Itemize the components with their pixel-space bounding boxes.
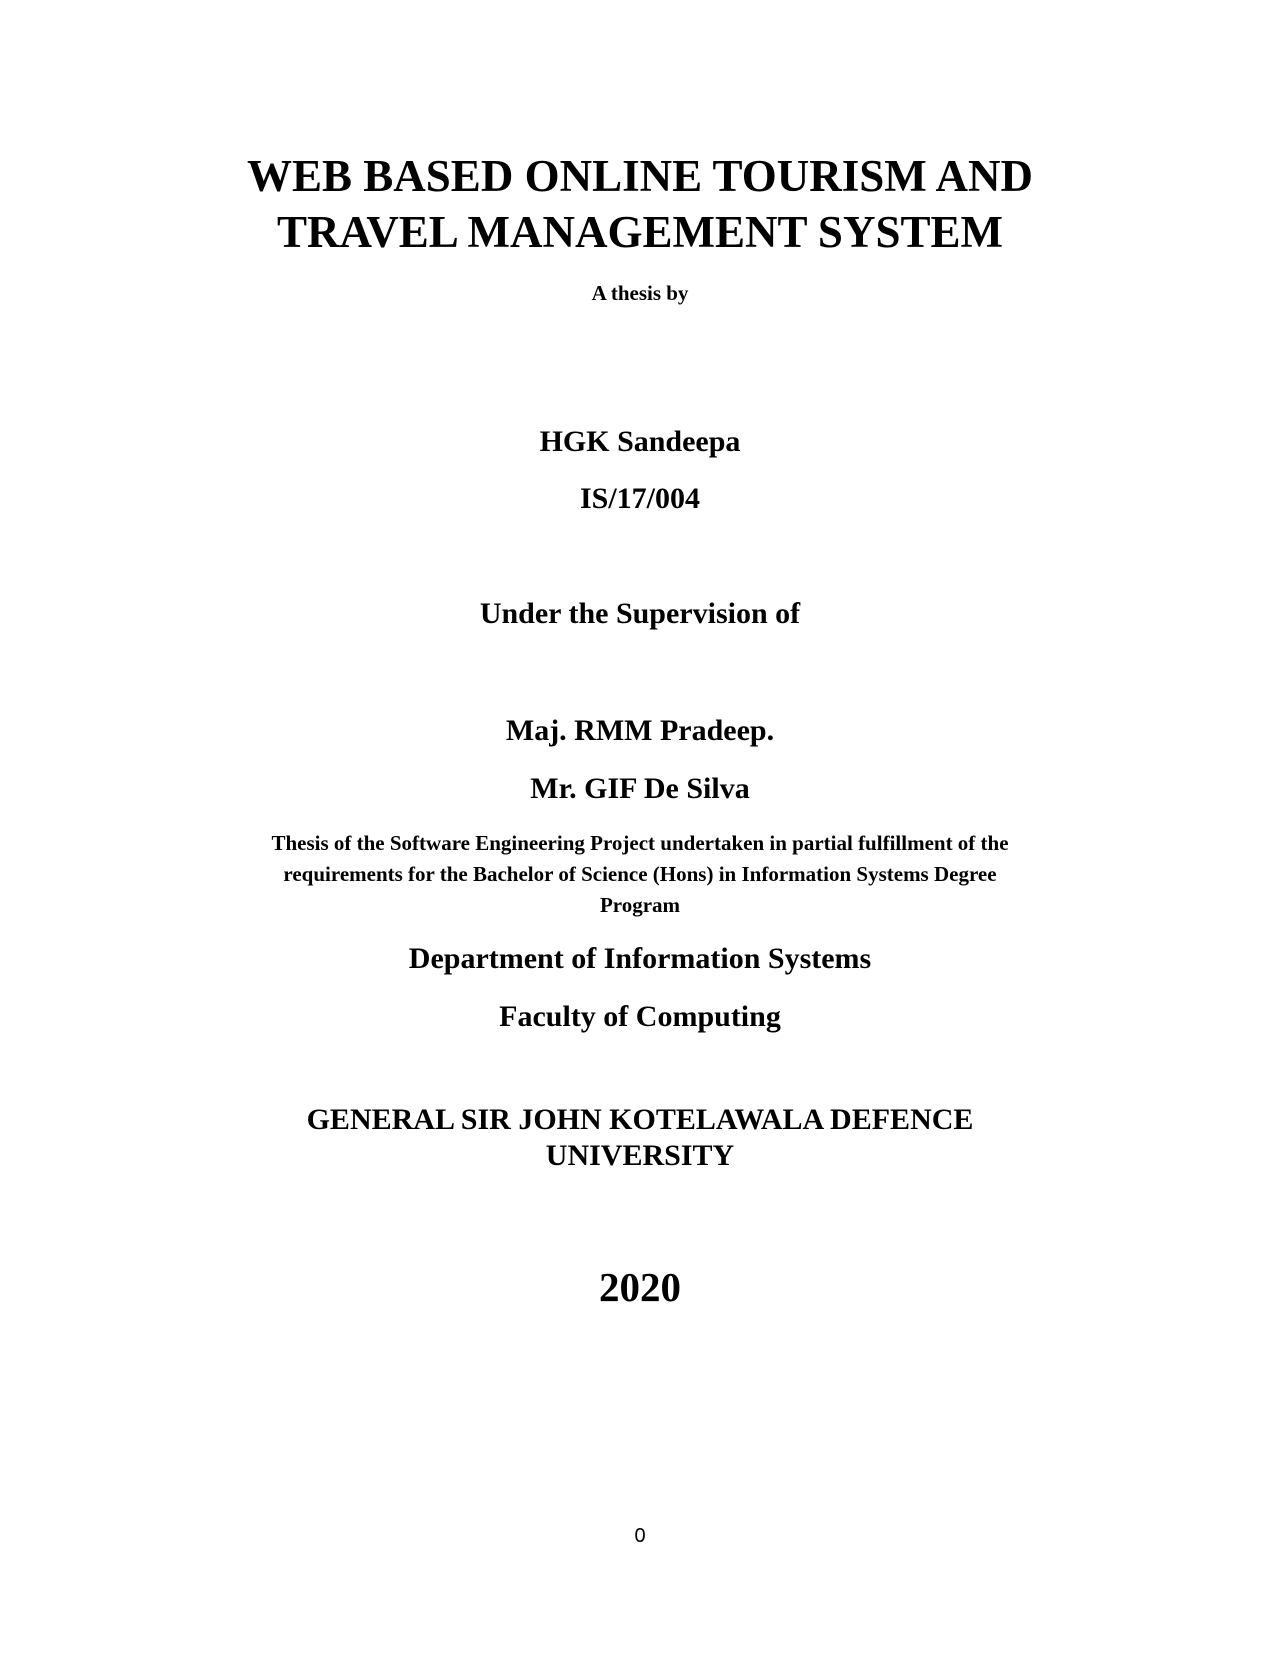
author-name: HGK Sandeepa [539,425,741,458]
university-line-2: UNIVERSITY [545,1139,735,1172]
degree-statement-line-3: Program [599,893,681,917]
thesis-title-line-2: TRAVEL MANAGEMENT SYSTEM [277,207,1003,257]
byline: A thesis by [591,281,689,305]
faculty: Faculty of Computing [499,1000,781,1033]
university-line-1: GENERAL SIR JOHN KOTELAWALA DEFENCE [306,1103,974,1136]
page-number: 0 [634,1525,646,1547]
thesis-title [0,148,1280,260]
supervisor-2: Mr. GIF De Silva [530,772,750,805]
degree-statement-line-2: requirements for the Bachelor of Science (Hons) in Information Systems Degree [283,862,997,886]
year: 2020 [599,1264,681,1310]
department: Department of Information Systems [408,942,872,975]
degree-statement [0,828,1280,921]
university [0,1102,1280,1174]
thesis-title-line-1: WEB BASED ONLINE TOURISM AND [246,151,1034,201]
supervisor-1: Maj. RMM Pradeep. [505,714,775,747]
student-id: IS/17/004 [579,482,701,515]
degree-statement-line-1: Thesis of the Software Engineering Project undertaken in partial fulfillment of the [271,831,1009,855]
supervision-heading: Under the Supervision of [479,597,801,630]
